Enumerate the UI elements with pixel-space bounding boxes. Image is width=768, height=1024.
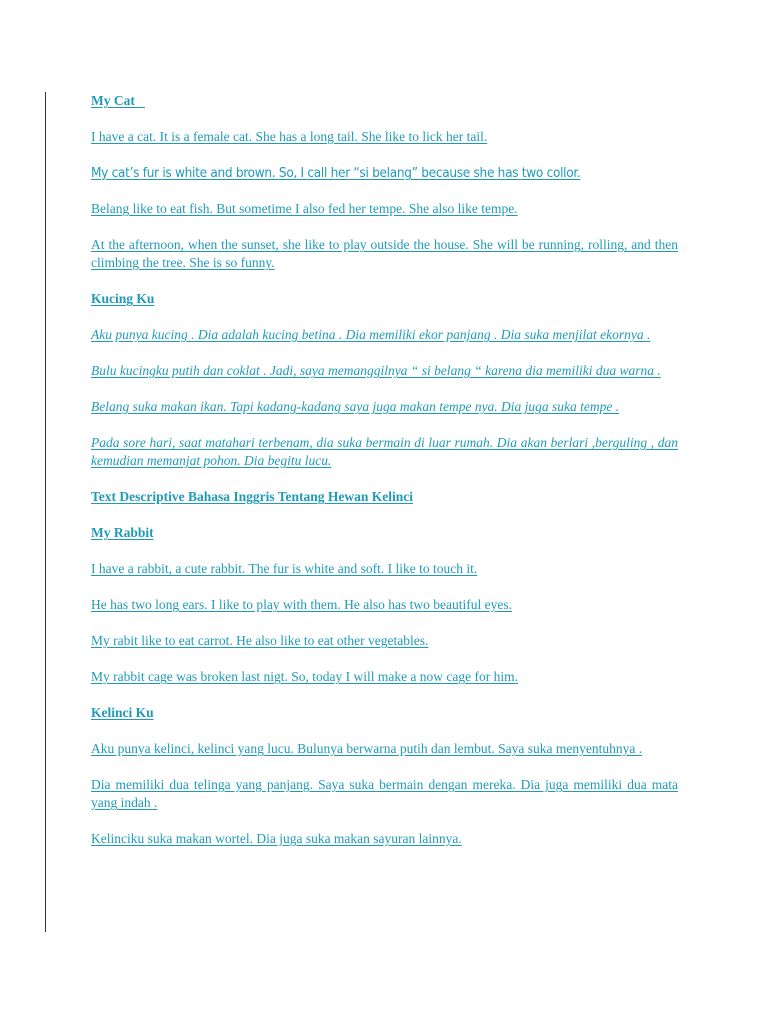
paragraph: Pada sore hari, saat matahari terbenam, dia suka bermain di luar rumah. Dia akan berlari ,berguling , dan kemudian memanjat pohon. Dia begitu lucu. (91, 435, 678, 468)
paragraph: I have a cat. It is a female cat. She has a long tail. She like to lick her tail. (91, 129, 488, 144)
paragraph: Aku punya kelinci, kelinci yang lucu. Bulunya berwarna putih dan lembut. Saya suka menyentuhnya . (91, 741, 643, 756)
paragraph: At the afternoon, when the sunset, she like to play outside the house. She will be running, rolling, and then climbing the tree. She is so funny. (91, 237, 678, 270)
paragraph: I have a rabbit, a cute rabbit. The fur is white and soft. I like to touch it. (91, 561, 478, 576)
heading-kucing-ku: Kucing Ku (91, 291, 155, 306)
heading-my-cat: My Cat (91, 93, 145, 108)
section-title: Text Descriptive Bahasa Inggris Tentang Hewan Kelinci (91, 489, 414, 504)
paragraph: Belang suka makan ikan. Tapi kadang-kadang saya juga makan tempe nya. Dia juga suka tempe . (91, 399, 620, 414)
document-body (91, 92, 678, 848)
paragraph: My rabit like to eat carrot. He also like to eat other vegetables. (91, 633, 429, 648)
paragraph: My cat’s fur is white and brown. So, I call her “si belang” because she has two collor. (91, 165, 581, 181)
paragraph: Dia memiliki dua telinga yang panjang. Saya suka bermain dengan mereka. Dia juga memiliki dua mata yang indah . (91, 777, 678, 810)
paragraph: Belang like to eat fish. But sometime I also fed her tempe. She also like tempe. (91, 201, 518, 216)
paragraph: Aku punya kucing . Dia adalah kucing betina . Dia memiliki ekor panjang . Dia suka menjilat ekornya . (91, 327, 651, 342)
heading-my-rabbit: My Rabbit (91, 525, 154, 540)
paragraph: Kelinciku suka makan wortel. Dia juga suka makan sayuran lainnya. (91, 831, 462, 846)
heading-kelinci-ku: Kelinci Ku (91, 705, 154, 720)
paragraph: My rabbit cage was broken last nigt. So, today I will make a now cage for him. (91, 669, 519, 684)
paragraph: He has two long ears. I like to play with them. He also has two beautiful eyes. (91, 597, 513, 612)
page-margin-line (45, 92, 46, 932)
paragraph: Bulu kucingku putih dan coklat . Jadi, saya memanggilnya “ si belang “ karena dia memiliki dua warna . (91, 363, 661, 378)
